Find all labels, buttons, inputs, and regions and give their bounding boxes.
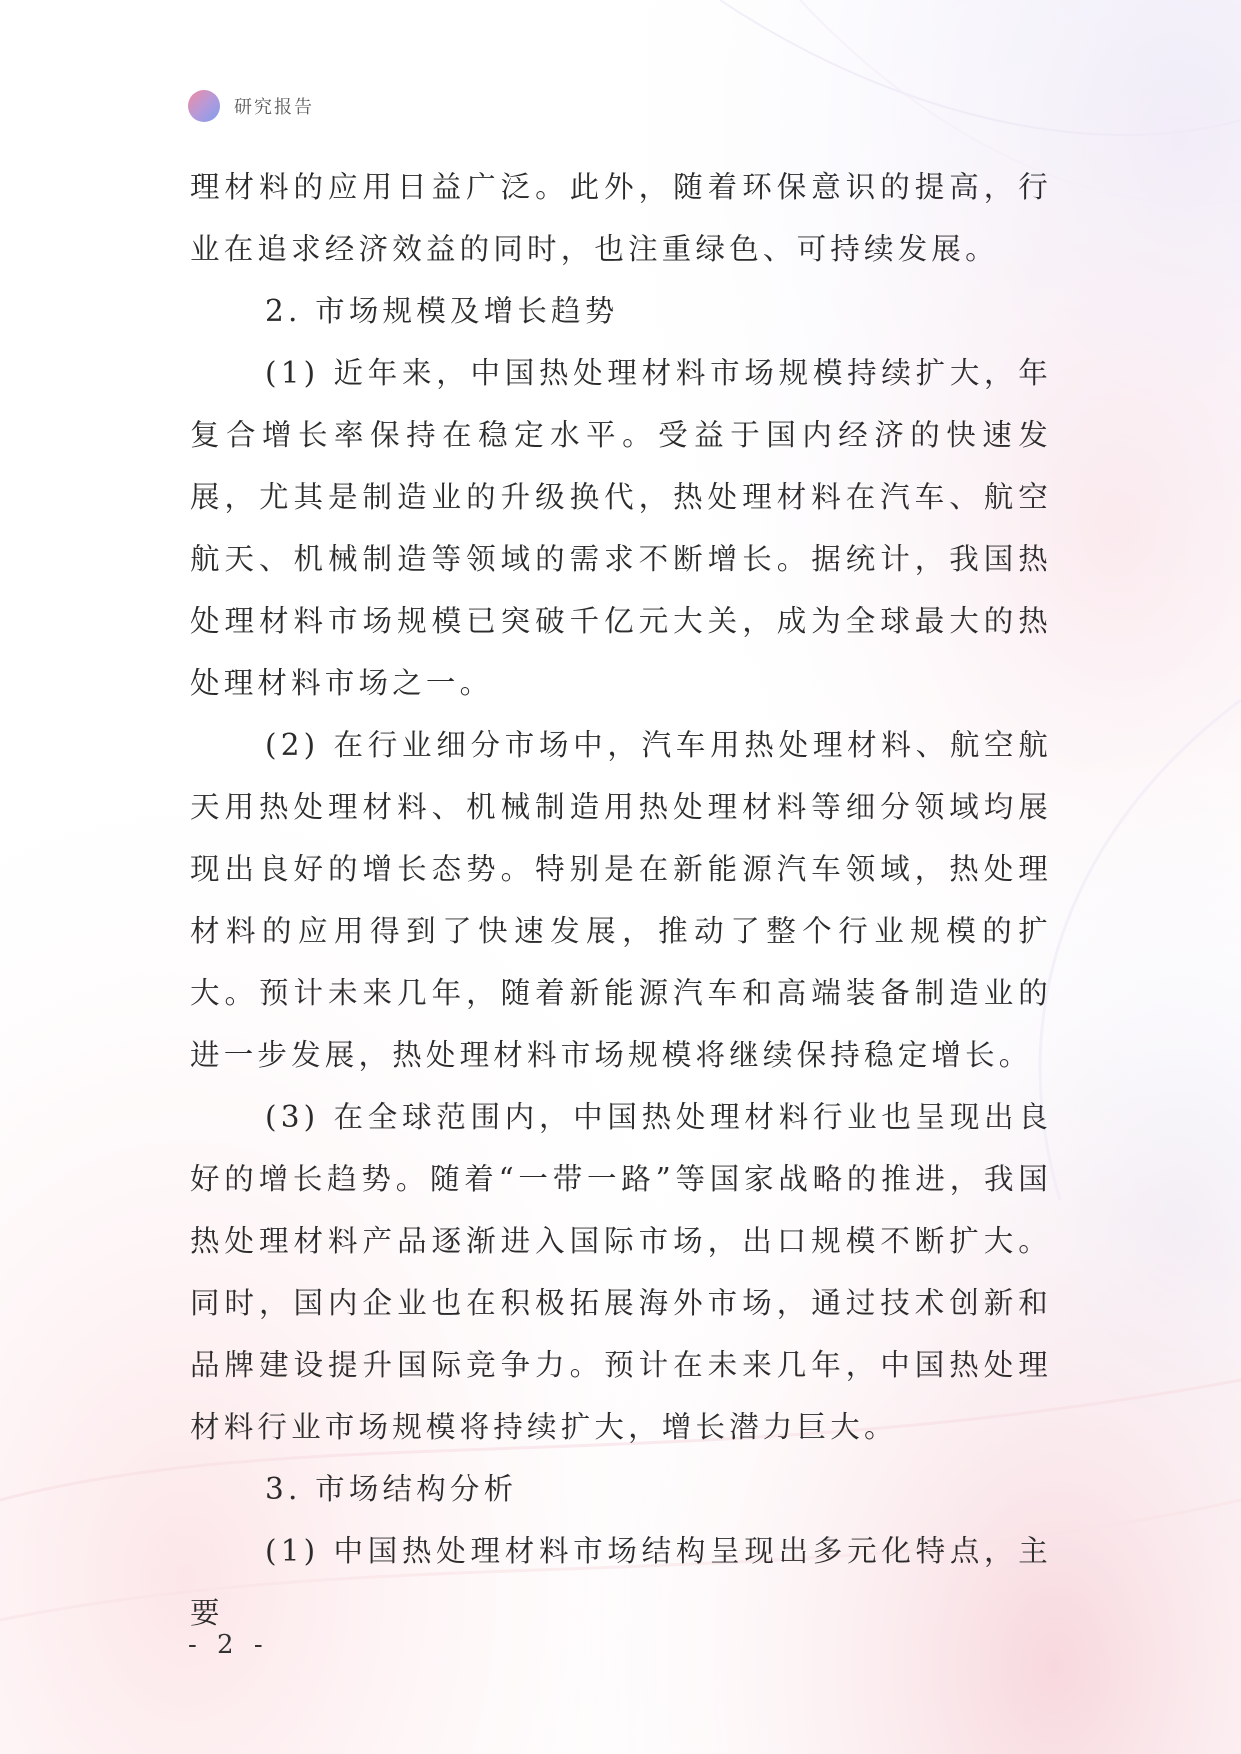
report-logo-icon [188, 90, 220, 122]
paragraph-structure-1: (1) 中国热处理材料市场结构呈现出多元化特点，主要 [190, 1534, 1052, 1630]
paragraph-point-3: (3) 在全球范围内，中国热处理材料行业也呈现出良好的增长趋势。随着“一带一路”等国家战略的推进，我国热处理材料产品逐渐进入国际市场，出口规模不断扩大。同时，国内企业也在积极拓展海外市场，通过技术创新和品牌建设提升国际竞争力。预计在未来几年，中国热处理材料行业市场规模将持续扩大，增长潜力巨大。 [190, 1100, 1052, 1444]
paragraph-continuation: 理材料的应用日益广泛。此外，随着环保意识的提高，行业在追求经济效益的同时，也注重绿色、可持续发展。 [190, 170, 1052, 266]
paragraph-point-2: (2) 在行业细分市场中，汽车用热处理材料、航空航天用热处理材料、机械制造用热处理材料等细分领域均展现出良好的增长态势。特别是在新能源汽车领域，热处理材料的应用得到了快速发展，推动了整个行业规模的扩大。预计未来几年，随着新能源汽车和高端装备制造业的进一步发展，热处理材料市场规模将继续保持稳定增长。 [190, 728, 1052, 1072]
section-heading-market-size: 2. 市场规模及增长趋势 [265, 294, 619, 328]
section-heading-market-structure: 3. 市场结构分析 [265, 1472, 518, 1506]
page-number: - 2 - [188, 1630, 269, 1660]
document-body [190, 156, 1052, 1644]
paragraph-point-1: (1) 近年来，中国热处理材料市场规模持续扩大，年复合增长率保持在稳定水平。受益于国内经济的快速发展，尤其是制造业的升级换代，热处理材料在汽车、航空航天、机械制造等领域的需求不断增长。据统计，我国热处理材料市场规模已突破千亿元大关，成为全球最大的热处理材料市场之一。 [190, 356, 1052, 700]
report-header [188, 89, 314, 123]
header-title: 研究报告 [234, 97, 314, 118]
